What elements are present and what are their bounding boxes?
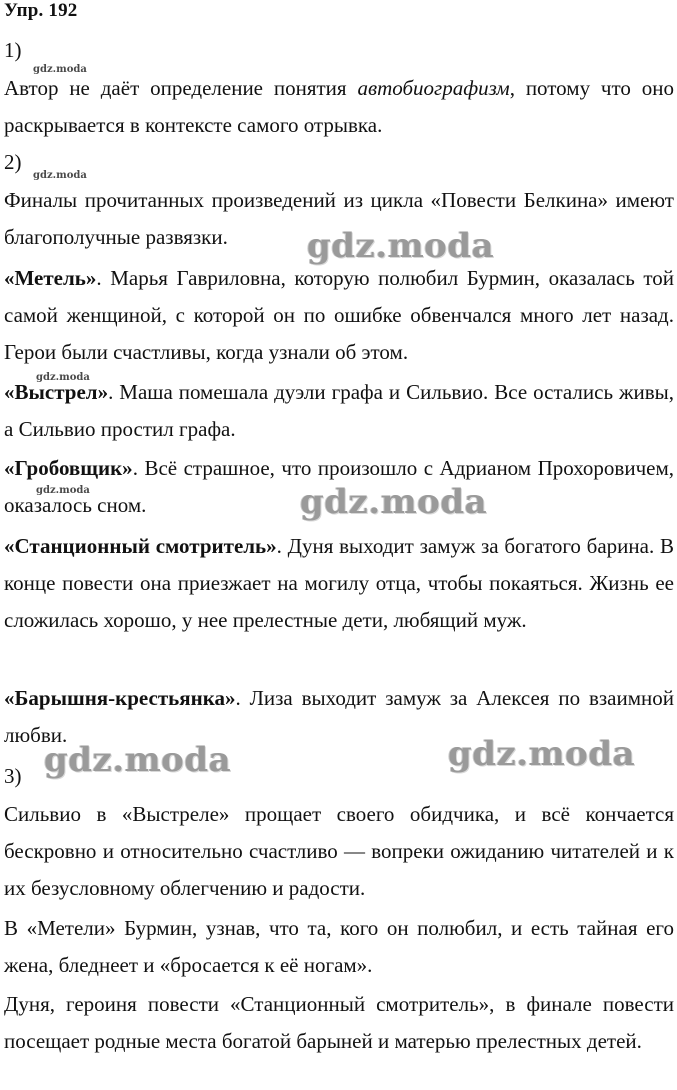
italic-term: автобиографизм: [357, 76, 510, 100]
watermark-small: gdz.moda: [33, 170, 87, 181]
section-number-2: 2): [4, 150, 22, 174]
paragraph-burmin: В «Метели» Бурмин, узнав, что та, кого он полюбил, и есть тайная его жена, бледнеет и «бросается к её ногам».: [4, 916, 674, 977]
paragraph-vystrel: «Выстрел». Маша помешала дуэли графа и Сильвио. Все остались живы, а Сильвио простил графа.: [4, 380, 674, 441]
paragraph-baryshnya: «Барышня-крестьянка». Лиза выходит замуж за Алексея по взаимной любви.: [4, 686, 674, 747]
work-title-metel: «Метель»: [4, 266, 97, 290]
exercise-title: Упр. 192: [4, 0, 78, 21]
watermark-small: gdz.moda: [33, 64, 87, 75]
paragraph-metel: «Метель». Марья Гавриловна, которую полюбил Бурмин, оказалась той самой женщиной, с которой он по ошибке обвенчался много лет назад. Герои были счастливы, когда узнали об этом.: [4, 266, 674, 364]
paragraph-silvio: Сильвио в «Выстреле» прощает своего обидчика, и всё кончается бескровно и относительно счастливо — вопреки ожиданию читателей и к их безусловному облегчению и радости.: [4, 802, 674, 900]
paragraph-definition: Автор не даёт определение понятия автобиографизм, потому что оно раскрывается в контексте самого отрывка.: [4, 76, 674, 137]
section-number-3: 3): [4, 764, 22, 788]
watermark-large: gdz.moda: [307, 226, 495, 266]
paragraph-stantsionny: «Станционный смотритель». Дуня выходит замуж за богатого барина. В конце повести она приезжает на могилу отца, чтобы покаяться. Жизнь ее сложилась хорошо, у нее прелестные дети, любящий муж.: [4, 534, 674, 632]
section-number-1: 1): [4, 38, 22, 62]
work-title-stantsionny: «Станционный смотритель»: [4, 534, 277, 558]
work-title-baryshnya: «Барышня-крестьянка»: [4, 686, 236, 710]
work-title-grobovshchik: «Гробовщик»: [4, 456, 133, 480]
work-title-vystrel: «Выстрел»: [4, 380, 109, 404]
watermark-small: gdz.moda: [36, 372, 90, 383]
paragraph-grobovshchik: «Гробовщик». Всё страшное, что произошло с Адрианом Прохоровичем, оказалось сном.: [4, 456, 674, 517]
watermark-large: gdz.moda: [300, 482, 488, 522]
paragraph-dunya: Дуня, героиня повести «Станционный смотритель», в финале повести посещает родные места богатой барыней и матерью прелестных детей.: [4, 992, 674, 1053]
watermark-large: gdz.moda: [448, 734, 636, 774]
watermark-small: gdz.moda: [36, 485, 90, 496]
watermark-large: gdz.moda: [44, 740, 232, 780]
paragraph-finals: Финалы прочитанных произведений из цикла «Повести Белкина» имеют благополучные развязки.: [4, 188, 674, 249]
